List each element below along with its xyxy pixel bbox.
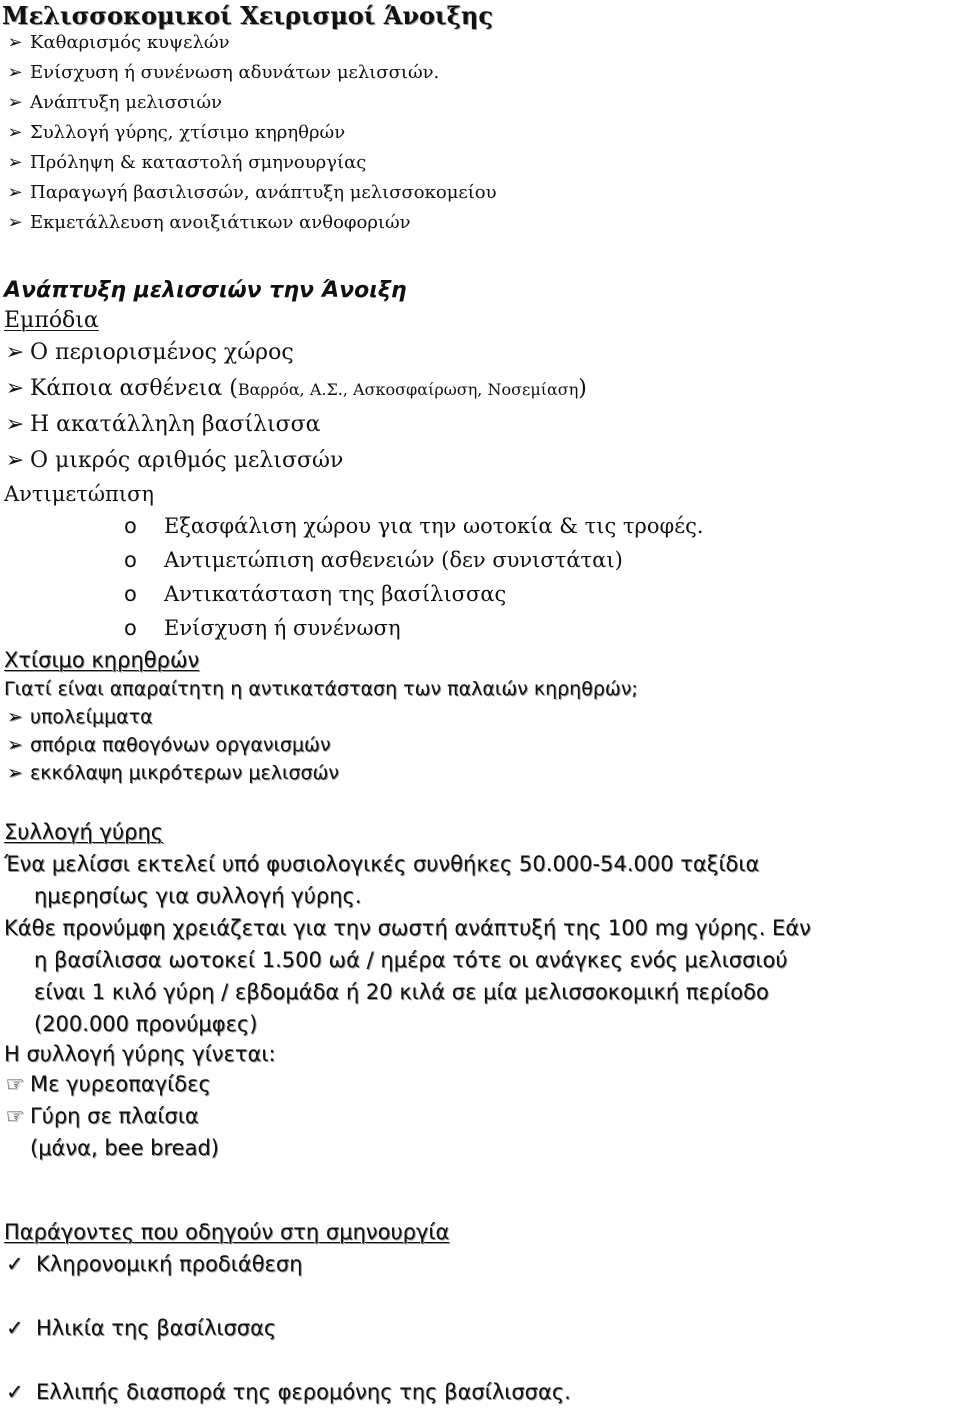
subheading-remedy: Αντιμετώπιση <box>4 482 155 506</box>
arrow-bullet-icon: ➢ <box>7 152 23 173</box>
list-item: o Εξασφάλιση χώρου για την ωοτοκία & τις τροφές. <box>124 514 704 538</box>
list-item: ➢ σπόρια παθογόνων οργανισμών <box>0 736 331 755</box>
list-item: ✓ Κληρονομική προδιάθεση <box>0 1254 303 1275</box>
list-item: ➢ εκκόλαψη μικρότερων μελισσών <box>0 764 339 783</box>
list-item: ➢ Η ακατάλληλη βασίλισσα <box>0 414 321 436</box>
list-item: o Ενίσχυση ή συνένωση <box>124 616 401 640</box>
list-item: ➢ Ο περιορισμένος χώρος <box>0 342 294 364</box>
list-item: o Αντιμετώπιση ασθενειών (δεν συνιστάται) <box>124 548 623 572</box>
paragraph-line: είναι 1 κιλό γύρη / εβδομάδα ή 20 κιλά σε μία μελισσοκομική περίοδο <box>34 980 769 1004</box>
list-item: ☞ Γύρη σε πλαίσια <box>0 1106 199 1127</box>
section-title-swarming-factors: Παράγοντες που οδηγούν στη σμηνουργία <box>4 1220 450 1244</box>
pointing-hand-icon: ☞ <box>5 1104 25 1128</box>
list-item: ➢ Ενίσχυση ή συνένωση αδυνάτων μελισσιών. <box>0 64 439 82</box>
list-item: ➢ Εκμετάλλευση ανοιξιάτικων ανθοφοριών <box>0 214 411 232</box>
list-item: ➢ Ο μικρός αριθμός μελισσών <box>0 450 343 472</box>
circle-bullet-icon: o <box>124 616 137 640</box>
list-item: ✓ Ηλικία της βασίλισσας <box>0 1318 276 1339</box>
list-item: ➢ Συλλογή γύρης, χτίσιμο κηρηθρών <box>0 124 345 142</box>
arrow-bullet-icon: ➢ <box>7 706 23 728</box>
comb-question: Γιατί είναι απαραίτητη η αντικατάσταση των παλαιών κηρηθρών; <box>4 678 638 700</box>
section-title-pollen-collection: Συλλογή γύρης <box>4 820 164 844</box>
checkmark-icon: ✓ <box>6 1316 24 1340</box>
section-title-colony-growth: Ανάπτυξη μελισσιών την Άνοιξη <box>4 278 407 303</box>
list-item: ➢ υπολείμματα <box>0 708 153 727</box>
paragraph-line: (200.000 προνύμφες) <box>34 1012 258 1036</box>
checkmark-icon: ✓ <box>6 1380 24 1404</box>
circle-bullet-icon: o <box>124 582 137 606</box>
circle-bullet-icon: o <box>124 514 137 538</box>
arrow-bullet-icon: ➢ <box>5 376 25 401</box>
list-item: ➢ Παραγωγή βασιλισσών, ανάπτυξη μελισσοκομείου <box>0 184 497 202</box>
disease-examples: Βαρρόα, Α.Σ., Ασκοσφαίρωση, Νοσεμίαση <box>237 380 579 399</box>
list-item: ➢ Καθαρισμός κυψελών <box>0 34 230 52</box>
pollen-note: (μάνα, bee bread) <box>30 1136 219 1160</box>
arrow-bullet-icon: ➢ <box>7 734 23 756</box>
arrow-bullet-icon: ➢ <box>5 412 25 437</box>
section-title-comb-building: Χτίσιμο κηρηθρών <box>4 648 200 672</box>
list-item: ✓ Ελλιπής διασπορά της φερομόνης της βασίλισσας. <box>0 1382 571 1403</box>
section-title-spring-handling: Μελισσοκομικοί Χειρισμοί Άνοιξης <box>2 1 493 30</box>
arrow-bullet-icon: ➢ <box>7 122 23 143</box>
paragraph-line: ημερησίως για συλλογή γύρης. <box>34 884 362 908</box>
circle-bullet-icon: o <box>124 548 137 572</box>
paragraph-line: Κάθε προνύμφη χρειάζεται για την σωστή ανάπτυξή της 100 mg γύρης. Εάν <box>4 916 811 940</box>
subheading-obstacles: Εμπόδια <box>4 308 99 333</box>
arrow-bullet-icon: ➢ <box>7 762 23 784</box>
pollen-intro: Η συλλογή γύρης γίνεται: <box>4 1042 276 1066</box>
arrow-bullet-icon: ➢ <box>5 340 25 365</box>
arrow-bullet-icon: ➢ <box>7 182 23 203</box>
arrow-bullet-icon: ➢ <box>7 32 23 53</box>
list-item: ☞ Με γυρεοπαγίδες <box>0 1074 211 1095</box>
list-item: o Αντικατάσταση της βασίλισσας <box>124 582 507 606</box>
pointing-hand-icon: ☞ <box>5 1072 25 1096</box>
arrow-bullet-icon: ➢ <box>7 212 23 233</box>
arrow-bullet-icon: ➢ <box>7 62 23 83</box>
paragraph-line: η βασίλισσα ωοτοκεί 1.500 ωά / ημέρα τότε οι ανάγκες ενός μελισσιού <box>34 948 788 972</box>
list-item: ➢ Ανάπτυξη μελισσιών <box>0 94 222 112</box>
list-item: ➢ Πρόληψη & καταστολή σμηνουργίας <box>0 154 366 172</box>
list-item: ➢ Κάποια ασθένεια (Βαρρόα, Α.Σ., Ασκοσφαίρωση, Νοσεμίαση) <box>0 378 587 400</box>
paragraph-line: Ένα μελίσσι εκτελεί υπό φυσιολογικές συνθήκες 50.000-54.000 ταξίδια <box>4 852 760 876</box>
checkmark-icon: ✓ <box>6 1252 24 1276</box>
arrow-bullet-icon: ➢ <box>7 92 23 113</box>
arrow-bullet-icon: ➢ <box>5 448 25 473</box>
